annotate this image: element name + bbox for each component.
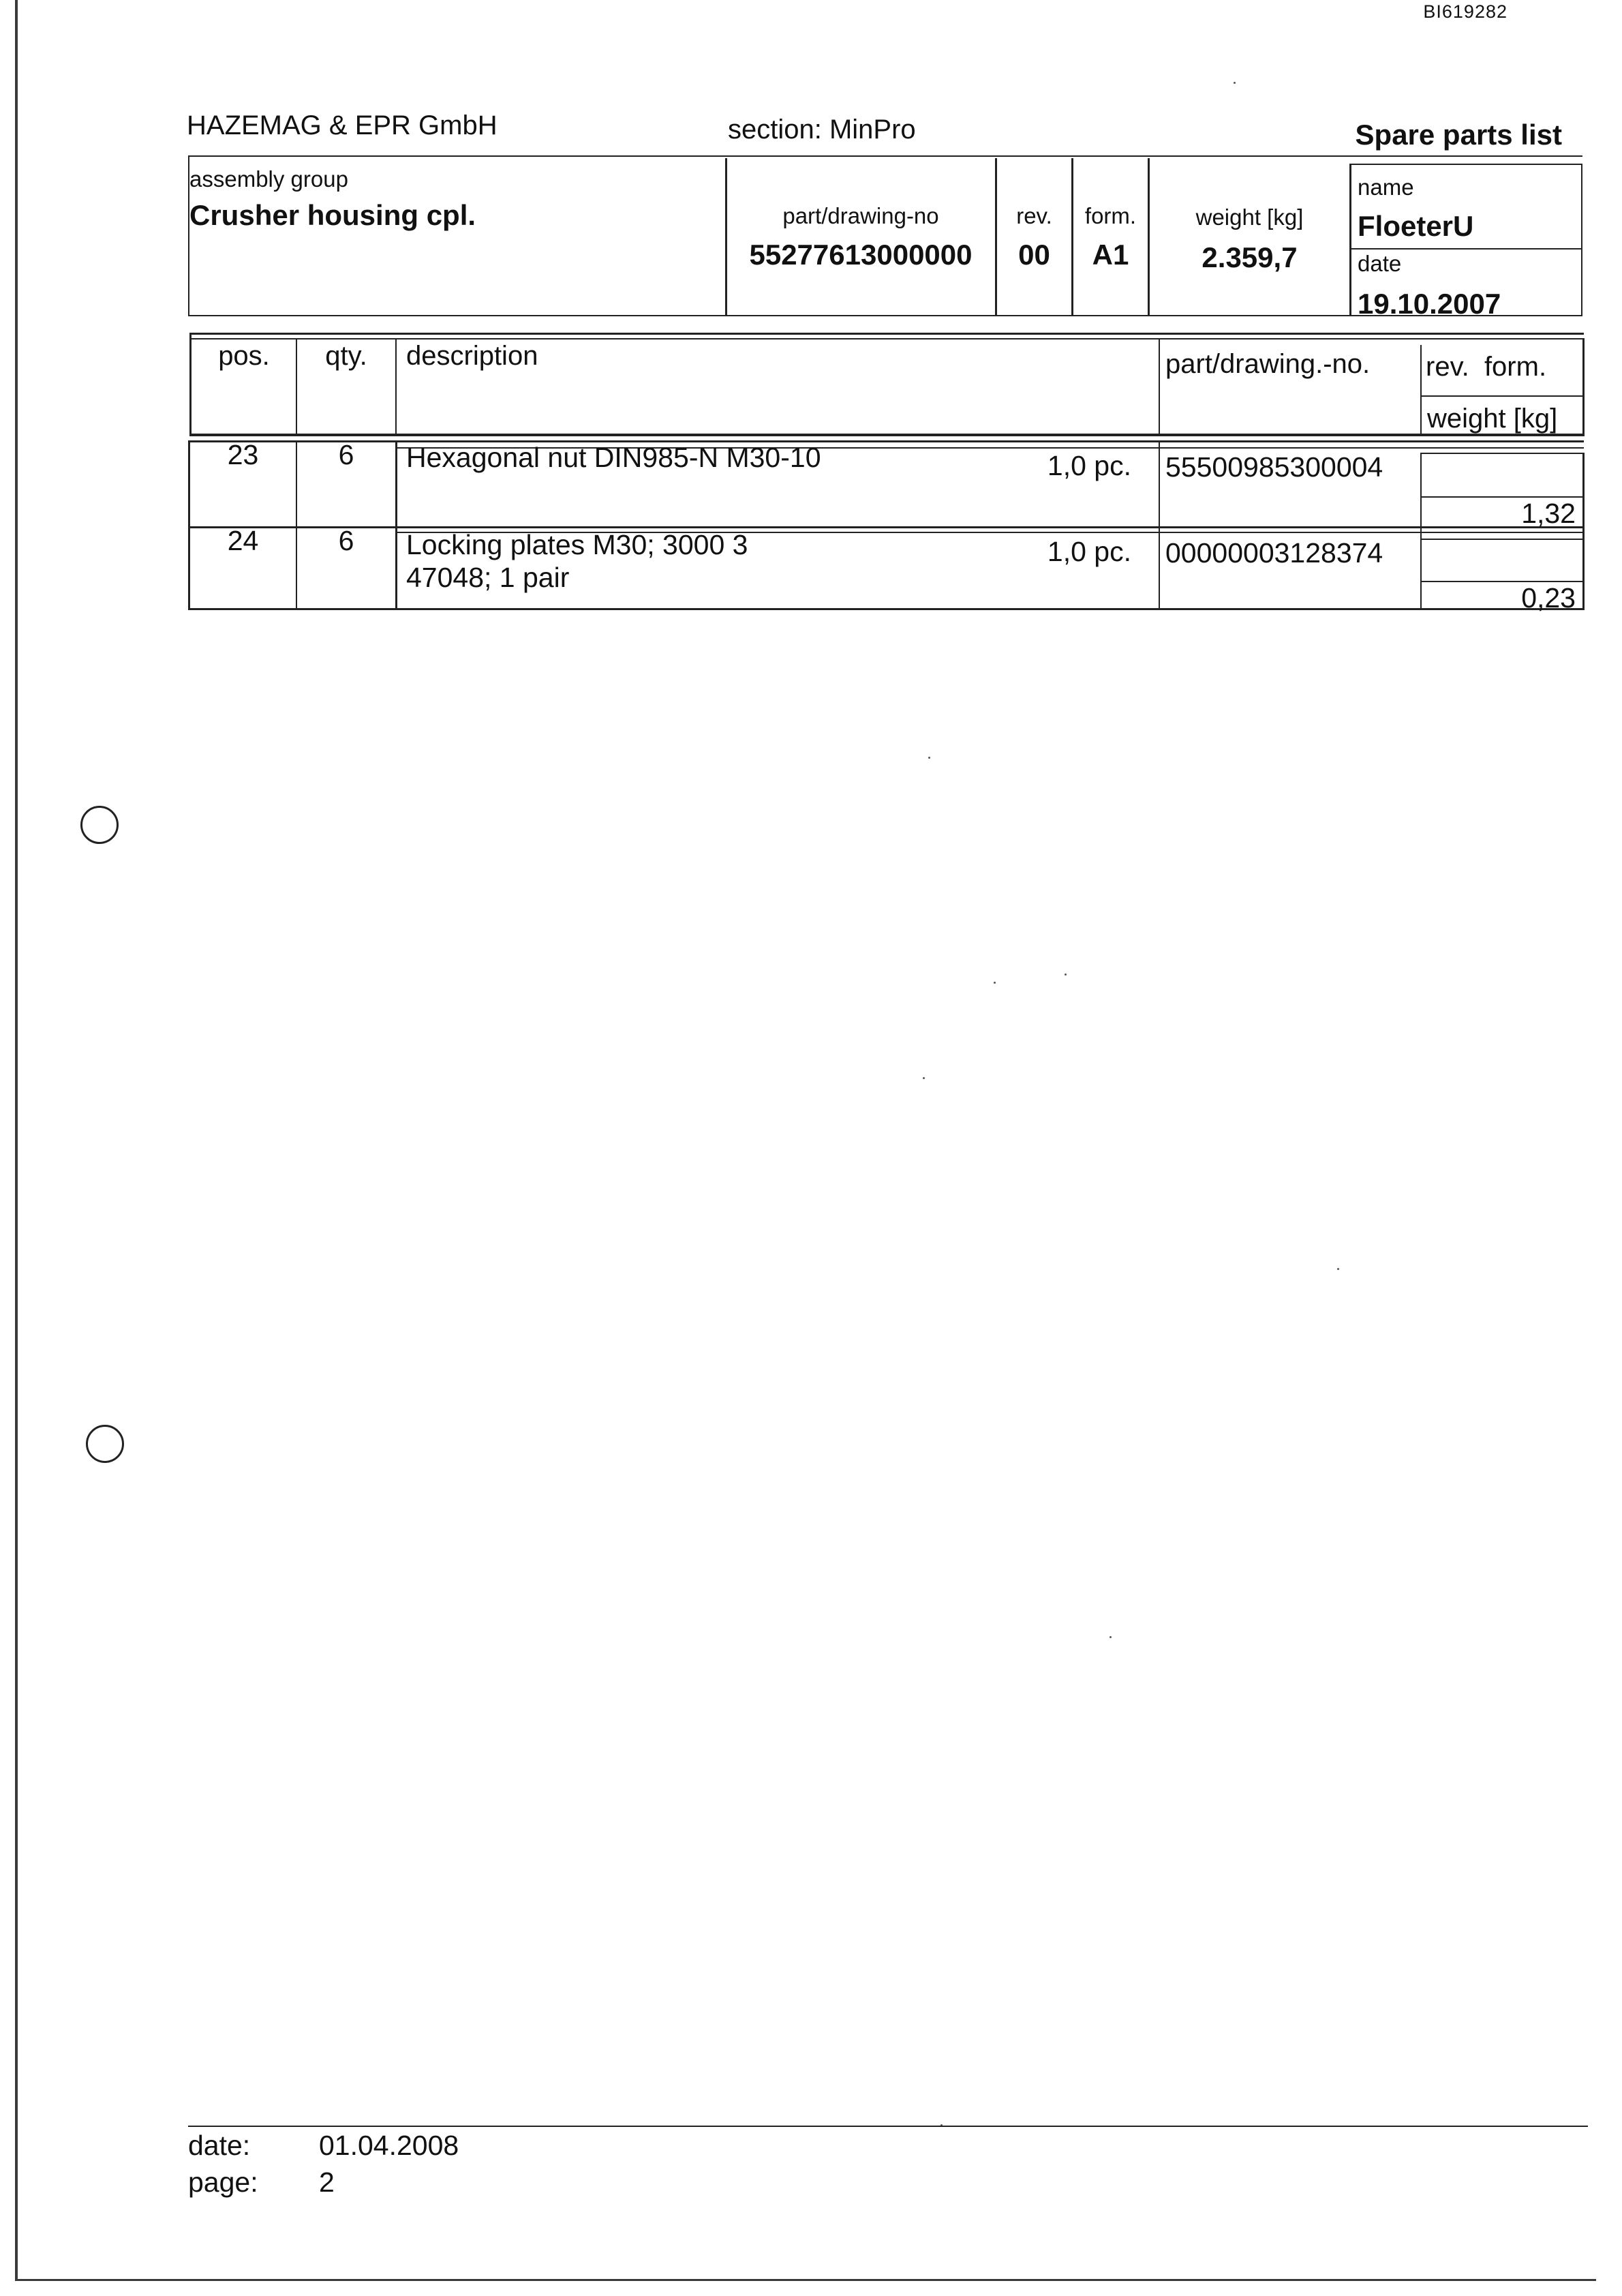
company-name: HAZEMAG & EPR GmbH bbox=[187, 110, 498, 140]
row-weight: 1,32 bbox=[1521, 498, 1576, 529]
scan-speck bbox=[1110, 1636, 1112, 1638]
scan-speck bbox=[1337, 1268, 1339, 1270]
form-value: A1 bbox=[1092, 239, 1129, 271]
date-label: date bbox=[1358, 251, 1402, 276]
row-description: Locking plates M30; 3000 3 bbox=[406, 529, 748, 560]
row-pos: 24 bbox=[227, 525, 259, 556]
row-qty: 6 bbox=[338, 525, 354, 556]
row-pos: 23 bbox=[227, 439, 259, 470]
row-weight: 0,23 bbox=[1521, 582, 1576, 614]
scan-speck bbox=[994, 982, 996, 984]
document-id: BI619282 bbox=[1423, 1, 1508, 22]
document-type: Spare parts list bbox=[1355, 119, 1562, 151]
form-label: form. bbox=[1084, 203, 1137, 228]
scan-speck bbox=[1234, 82, 1236, 84]
column-header-qty: qty. bbox=[325, 341, 367, 371]
part-drawing-label: part/drawing-no bbox=[782, 203, 939, 228]
weight-value: 2.359,7 bbox=[1202, 241, 1298, 273]
footer-date-value: 01.04.2008 bbox=[319, 2130, 459, 2161]
part-drawing-value: 55277613000000 bbox=[749, 239, 973, 271]
section-label: section: MinPro bbox=[728, 115, 916, 145]
row-unit: 1,0 pc. bbox=[1047, 536, 1131, 567]
rev-value: 00 bbox=[1018, 239, 1050, 271]
footer-page-value: 2 bbox=[319, 2166, 335, 2198]
weight-label: weight [kg] bbox=[1195, 205, 1304, 230]
rev-label: rev. bbox=[1016, 203, 1052, 228]
scan-bottom-edge bbox=[15, 2279, 1596, 2281]
row-description: Hexagonal nut DIN985-N M30-10 bbox=[406, 442, 821, 473]
row-unit: 1,0 pc. bbox=[1047, 450, 1131, 481]
date-value: 19.10.2007 bbox=[1358, 288, 1501, 320]
name-label: name bbox=[1358, 175, 1414, 200]
assembly-group-label: assembly group bbox=[189, 166, 348, 192]
name-value: FloeterU bbox=[1358, 210, 1474, 242]
scan-speck bbox=[923, 1077, 925, 1079]
scan-left-edge bbox=[15, 0, 18, 2280]
footer-date-label: date: bbox=[188, 2130, 251, 2161]
assembly-group-value: Crusher housing cpl. bbox=[189, 199, 476, 231]
row-part-number: 00000003128374 bbox=[1165, 537, 1383, 569]
scan-speck bbox=[1065, 973, 1067, 976]
column-header-description: description bbox=[406, 341, 538, 371]
scan-speck bbox=[928, 757, 930, 759]
punch-hole-top bbox=[80, 806, 119, 844]
row-description-line2: 47048; 1 pair bbox=[406, 562, 570, 593]
column-header-weight: weight [kg] bbox=[1427, 404, 1558, 434]
column-header-part-drawing: part/drawing.-no. bbox=[1165, 349, 1371, 379]
footer-rule bbox=[188, 2126, 1588, 2127]
row-part-number: 55500985300004 bbox=[1165, 451, 1383, 483]
row-qty: 6 bbox=[338, 439, 354, 470]
column-header-rev-form: rev. form. bbox=[1426, 352, 1547, 382]
punch-hole-bottom bbox=[86, 1425, 124, 1463]
column-header-pos: pos. bbox=[218, 341, 270, 371]
footer-page-label: page: bbox=[188, 2166, 258, 2198]
